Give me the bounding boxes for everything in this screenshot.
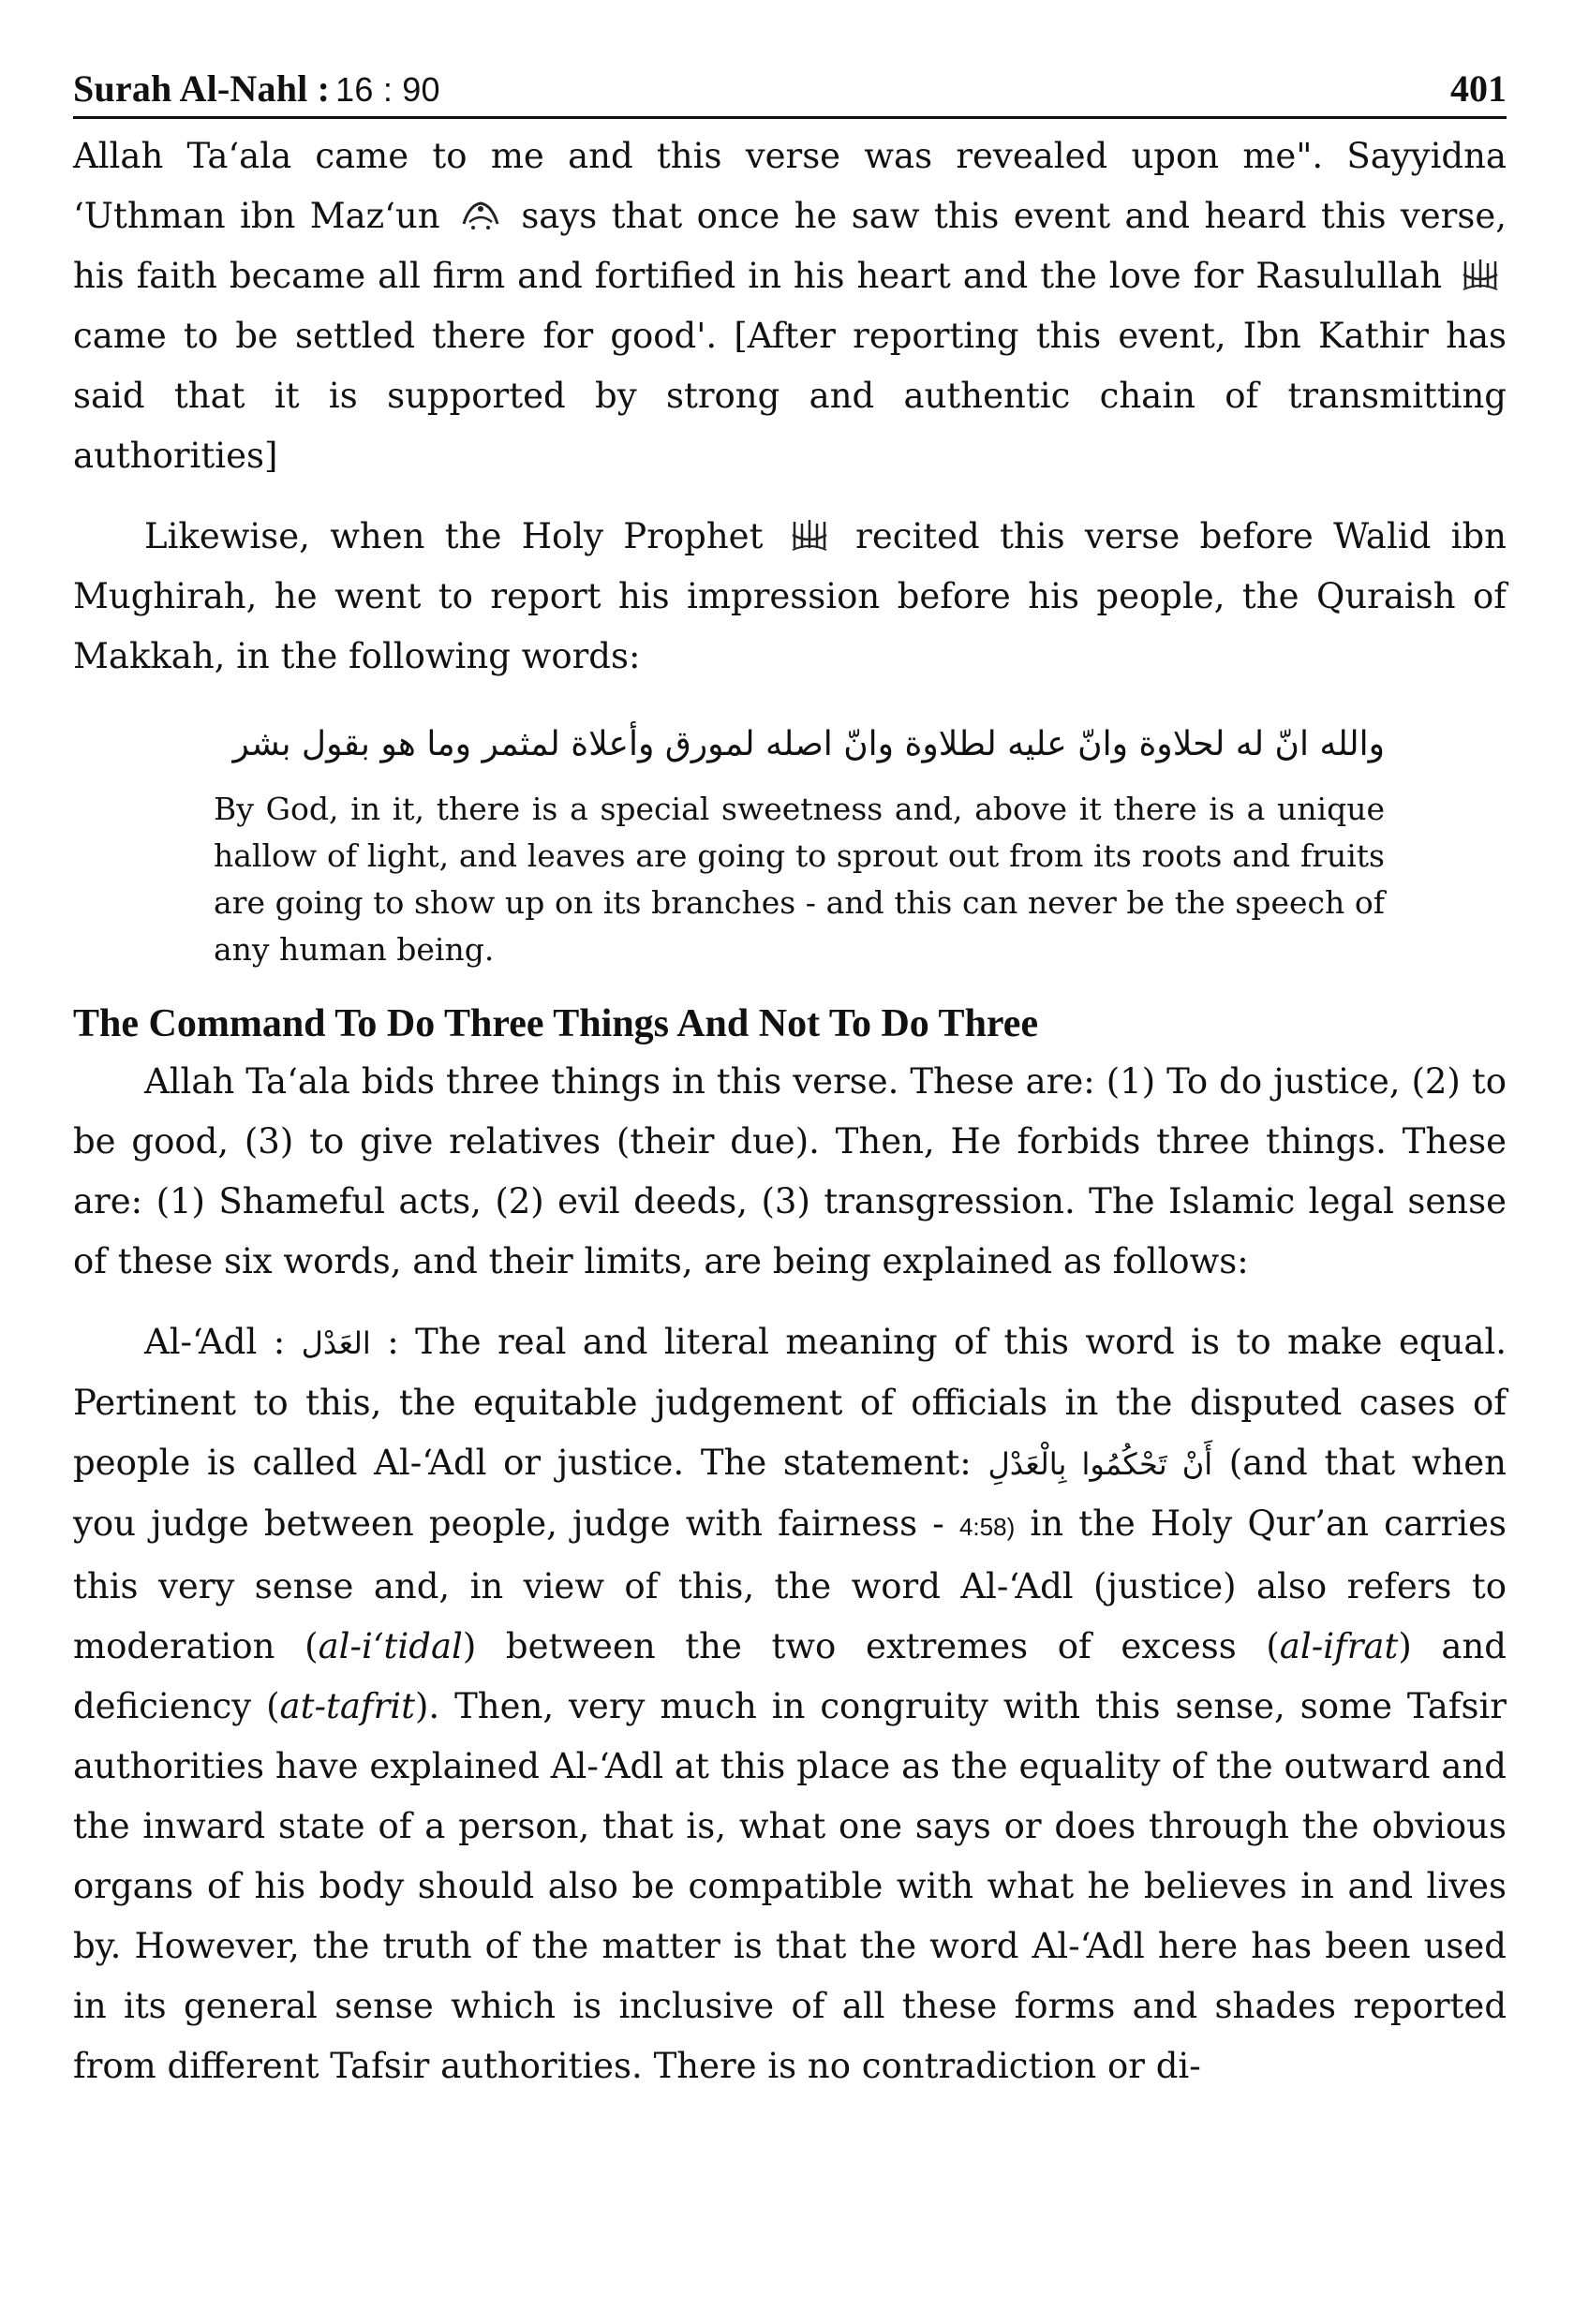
paragraph-walid — [73, 507, 1507, 687]
surah-title — [73, 67, 440, 111]
paragraph-al-adl — [73, 1312, 1507, 2096]
term-ifrat: al-ifrat — [1279, 1626, 1399, 1666]
text-segment: ) between the two extremes of excess ( — [462, 1626, 1280, 1666]
surah-name: Surah Al-Nahl : — [73, 67, 331, 110]
term-itidal: al-i‘tidal — [318, 1626, 463, 1666]
running-header — [73, 56, 1507, 119]
book-page — [73, 56, 1507, 2096]
text-segment: says that once he saw this event and heard this verse, his faith became all firm and fortified in his heart and the love for Rasulullah — [73, 196, 1507, 296]
text-segment: in the Holy Qur’an carries this very sense and, in view of this, the word Al-‘Adl (justice) also refers to moderation ( — [73, 1503, 1507, 1666]
page-number: 401 — [1450, 67, 1507, 110]
paragraph-three-things: Allah Ta‘ala bids three things in this verse. These are: (1) To do justice, (2) to be good, (3) to give relatives (their due). Then, He forbids three things. These are: (1) Shameful acts, (2) evil deeds, (3) transgression. The Islamic legal sense of these six words, and their limits, are being explained as follows: — [73, 1061, 1507, 1281]
verse-reference: 16 : 90 — [335, 70, 440, 109]
page-body — [73, 126, 1507, 2096]
verse-citation: 4:58) — [958, 1513, 1016, 1541]
quotation-translation: By God, in it, there is a special sweetness and, above it there is a unique hallow of light, and leaves are going to sprout out from its roots and fruits are going to show up on its branches - and this can never be the speech of any human being. — [214, 791, 1385, 968]
text-segment: came to be settled there for good'. [After reporting this event, Ibn Kathir has said that it is supported by strong and authentic chain of transmitting authorities] — [73, 316, 1507, 476]
arabic-term: العَدْل — [301, 1325, 371, 1361]
text-segment: Allah Ta‘ala came to me and this verse was revealed upon me". Sayyidna ‘Uthman ibn Maz‘un — [73, 136, 1507, 236]
text-segment: : The real and literal meaning of this word is to make equal. Pertinent to this, the equitable judgement of officials in the disputed cases of people is called Al-‘Adl or justice. The statement: — [73, 1322, 1507, 1483]
sallallahu-alaihi-wasallam-icon — [789, 516, 830, 554]
paragraph-uthman — [73, 126, 1507, 486]
text-segment: (and that when you judge between people, judge with fairness - — [73, 1443, 1507, 1544]
term-tafrit: at-tafrit — [279, 1686, 415, 1726]
arabic-quotation: والله انّ له لحلاوة وانّ عليه لطلاوة وانّ اصله لمورق وأعلاة لمثمر وما هو بقول بشر — [232, 725, 1385, 763]
section-heading: The Command To Do Three Things And Not To Do Three — [73, 1002, 1039, 1045]
term-al-adl: Al-‘Adl : — [144, 1322, 286, 1362]
text-segment: ) and deficiency ( — [73, 1626, 1507, 1726]
text-segment: Likewise, when the Holy Prophet — [144, 516, 764, 556]
text-segment: ). Then, very much in congruity with this sense, some Tafsir authorities have explained Al-‘Adl at this place as the equality of the outward and the inward state of a person, that is, what one says or does through the obvious organs of his body should also be compatible with what he believes in and lives by. However, the truth of the matter is that the word Al-‘Adl here has been used in its general sense which is inclusive of all these forms and shades reported from different Tafsir authorities. There is no contradiction or di- — [73, 1686, 1507, 2086]
arabic-verse-quote: أَنْ تَحْكُمُوا بِالْعَدْلِ — [987, 1446, 1213, 1482]
sallallahu-alaihi-wasallam-icon — [1460, 256, 1501, 293]
radiyallahu-anhu-icon — [460, 196, 501, 233]
text-segment: recited this verse before Walid ibn Mughirah, he went to report his impression before his people, the Quraish of Makkah, in the following words: — [73, 516, 1507, 676]
